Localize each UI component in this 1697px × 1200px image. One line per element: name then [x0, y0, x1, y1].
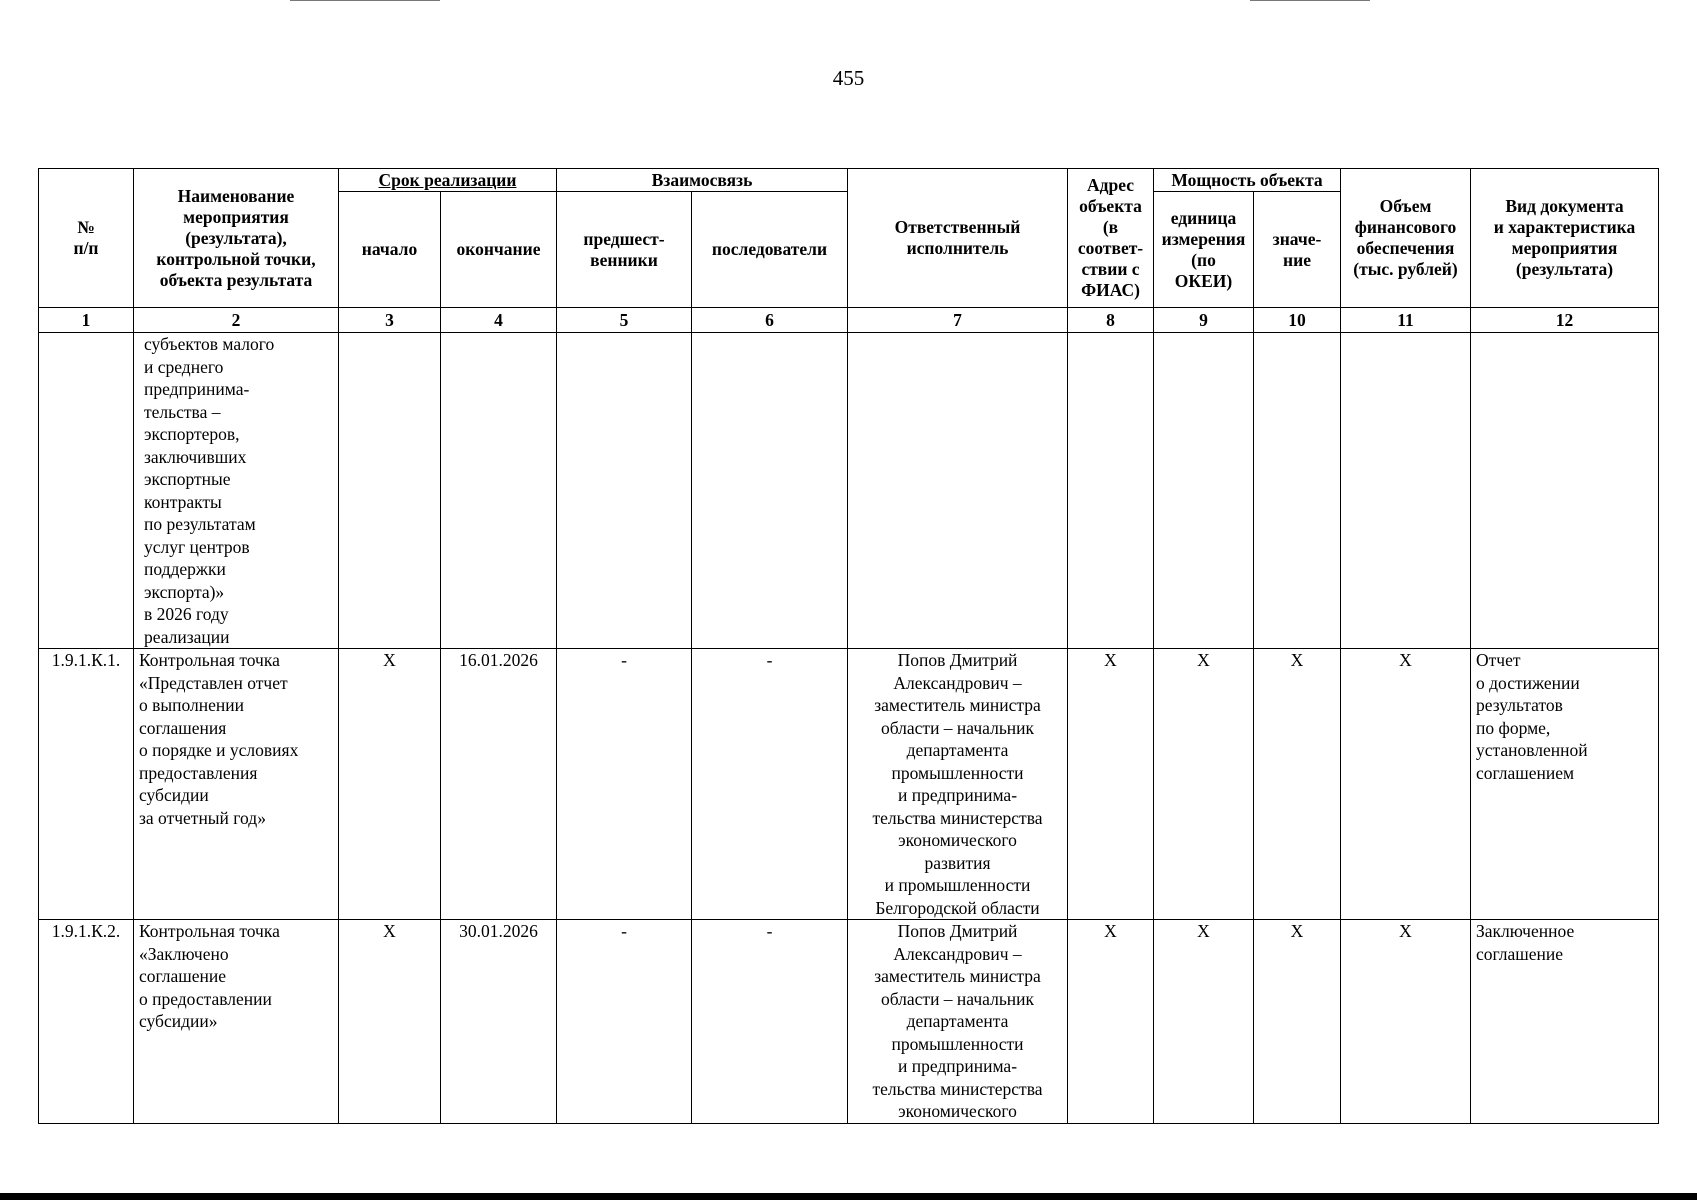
header-predecessors: предшест- венники — [557, 192, 692, 308]
table-row — [39, 649, 1659, 920]
row-start: X — [339, 920, 441, 1124]
column-number: 4 — [441, 308, 557, 333]
header-term-group: Срок реализации — [339, 169, 557, 192]
row-doc: Заключенное соглашение — [1471, 920, 1659, 1124]
table-row — [39, 333, 1659, 649]
page-number: 455 — [832, 66, 865, 90]
row-end: 30.01.2026 — [441, 920, 557, 1124]
row-name: Контрольная точка «Заключено соглашение о предоставлении субсидии» — [134, 920, 339, 1124]
row-doc — [1471, 333, 1659, 649]
column-number: 3 — [339, 308, 441, 333]
header-num: № п/п — [39, 169, 134, 308]
column-number: 2 — [134, 308, 339, 333]
row-end — [441, 333, 557, 649]
column-number: 1 — [39, 308, 134, 333]
column-number: 12 — [1471, 308, 1659, 333]
column-number: 11 — [1341, 308, 1471, 333]
scan-top-line — [290, 0, 440, 1]
header-successors: последователи — [692, 192, 848, 308]
header-name: Наименование мероприятия (результата), контрольной точки, объекта результата — [134, 169, 339, 308]
row-predecessors: - — [557, 649, 692, 920]
header-capacity-group: Мощность объекта — [1154, 169, 1341, 192]
row-address — [1068, 333, 1154, 649]
row-value: X — [1254, 649, 1341, 920]
row-start: X — [339, 649, 441, 920]
row-end: 16.01.2026 — [441, 649, 557, 920]
header-term-start: начало — [339, 192, 441, 308]
row-name: Контрольная точка «Представлен отчет о выполнении соглашения о порядке и условиях предоставления субсидии за отчетный год» — [134, 649, 339, 920]
scan-bottom-edge — [0, 1193, 1697, 1200]
row-num: 1.9.1.К.1. — [39, 649, 134, 920]
column-number: 9 — [1154, 308, 1254, 333]
row-predecessors: - — [557, 920, 692, 1124]
table-row — [39, 920, 1659, 1124]
row-unit: X — [1154, 920, 1254, 1124]
row-executor: Попов Дмитрий Александрович – заместитель министра области – начальник департамента промышленности и предпринима- тельства министерства экономического — [848, 920, 1068, 1124]
header-doc-type: Вид документа и характеристика мероприятия (результата) — [1471, 169, 1659, 308]
row-address: X — [1068, 920, 1154, 1124]
column-number: 7 — [848, 308, 1068, 333]
row-successors — [692, 333, 848, 649]
row-value — [1254, 333, 1341, 649]
row-start — [339, 333, 441, 649]
column-number: 10 — [1254, 308, 1341, 333]
row-doc: Отчет о достижении результатов по форме, установленной соглашением — [1471, 649, 1659, 920]
row-successors: - — [692, 920, 848, 1124]
header-value: значе- ние — [1254, 192, 1341, 308]
header-address: Адрес объекта (в соответ- ствии с ФИАС) — [1068, 169, 1154, 308]
row-address: X — [1068, 649, 1154, 920]
row-num: 1.9.1.К.2. — [39, 920, 134, 1124]
row-finance: X — [1341, 920, 1471, 1124]
row-finance — [1341, 333, 1471, 649]
row-name: субъектов малого и среднего предпринима- тельства – экспортеров, заключивших экспортные контракты по результатам услуг центров поддержки экспорта)» в 2026 году реализации — [134, 333, 339, 649]
column-number: 8 — [1068, 308, 1154, 333]
header-unit: единица измерения (по ОКЕИ) — [1154, 192, 1254, 308]
header-finance: Объем финансового обеспечения (тыс. рублей) — [1341, 169, 1471, 308]
header-relation-group: Взаимосвязь — [557, 169, 848, 192]
header-term-end: окончание — [441, 192, 557, 308]
row-successors: - — [692, 649, 848, 920]
row-executor — [848, 333, 1068, 649]
row-unit — [1154, 333, 1254, 649]
row-executor: Попов Дмитрий Александрович – заместитель министра области – начальник департамента промышленности и предпринима- тельства министерства экономического развития и промышленности Белгородской области — [848, 649, 1068, 920]
row-finance: X — [1341, 649, 1471, 920]
row-value: X — [1254, 920, 1341, 1124]
header-executor: Ответственный исполнитель — [848, 169, 1068, 308]
row-num — [39, 333, 134, 649]
row-unit: X — [1154, 649, 1254, 920]
column-number: 5 — [557, 308, 692, 333]
scan-top-line — [1250, 0, 1370, 1]
plan-table — [38, 168, 1659, 1124]
row-predecessors — [557, 333, 692, 649]
column-number: 6 — [692, 308, 848, 333]
